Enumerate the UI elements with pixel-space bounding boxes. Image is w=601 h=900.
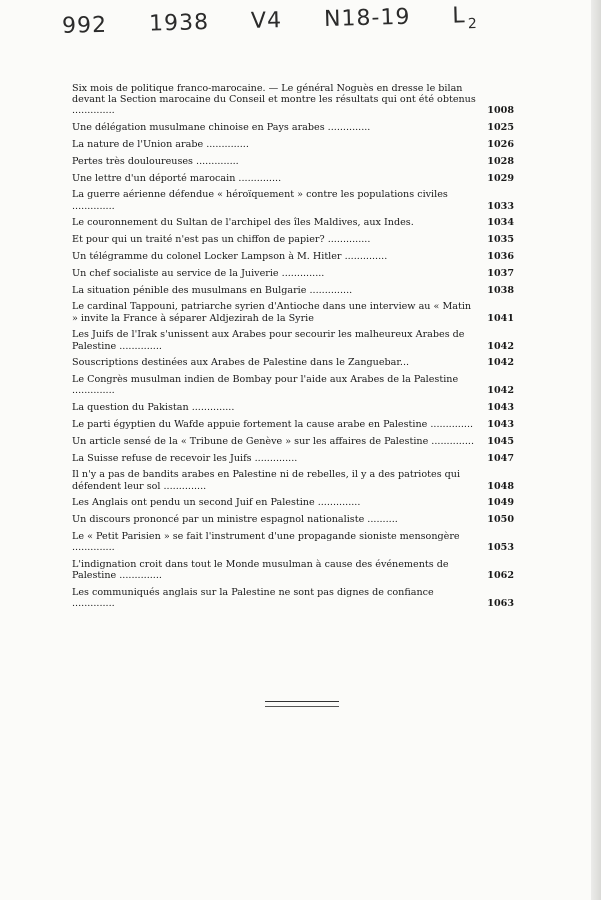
- toc-entry-title: La question du Pakistan ..............: [72, 402, 235, 414]
- hw-code-sub: 2: [467, 16, 478, 33]
- toc-entry: [72, 217, 514, 228]
- toc-entry-title: Les Anglais ont pendu un second Juif en Palestine ..............: [72, 497, 361, 509]
- toc-entry-title: La guerre aérienne défendue « héroïquement » contre les populations civiles ..............: [72, 189, 448, 212]
- toc-entry-page: 1033: [487, 200, 514, 212]
- toc-entry: [72, 531, 514, 553]
- toc-entry: [72, 514, 514, 525]
- toc-entry-title: Le couronnement du Sultan de l'archipel des îles Maldives, aux Indes.: [72, 217, 414, 229]
- toc-entry: [72, 139, 514, 150]
- toc-entry: [72, 83, 514, 117]
- toc-entry-page: 1026: [487, 139, 514, 150]
- toc-entry-title: La Suisse refuse de recevoir les Juifs ..............: [72, 452, 298, 464]
- toc-entry: [72, 268, 514, 279]
- toc-entry-title: Un chef socialiste au service de la Juiverie ..............: [72, 267, 325, 279]
- toc-entry-page: 1043: [487, 402, 514, 414]
- hw-year: 1938: [148, 10, 210, 37]
- toc-entry: [72, 402, 514, 413]
- handwritten-annotation: [62, 2, 512, 39]
- toc-entry-page: 1029: [487, 172, 514, 184]
- toc-entry-page: 1042: [487, 385, 514, 397]
- toc-entry-title: Un télégramme du colonel Locker Lampson à M. Hitler ..............: [72, 250, 388, 262]
- toc-entry: [72, 251, 514, 262]
- toc-entry: [72, 469, 514, 491]
- toc-entry-page: 1043: [487, 418, 514, 430]
- toc-entry-title: Les communiqués anglais sur la Palestine ne sont pas dignes de confiance ..............: [72, 586, 434, 610]
- toc-entry: [72, 189, 514, 211]
- toc-entry-title: Le cardinal Tappouni, patriarche syrien d'Antioche dans une interview au « Matin » invite la France à séparer Aldjezirah de la Syrie: [72, 301, 472, 324]
- toc-entry: [72, 453, 514, 464]
- toc-entry: [72, 559, 514, 581]
- toc-entry: [72, 419, 514, 430]
- toc-entry-title: La nature de l'Union arabe ..............: [72, 139, 249, 150]
- toc-entry-title: L'indignation croit dans tout le Monde musulman à cause des événements de Palestine ..............: [72, 558, 449, 582]
- toc-entry-page: 1062: [487, 570, 514, 582]
- toc-entry-title: Une délégation musulmane chinoise en Pays arabes ..............: [72, 122, 371, 134]
- hw-ref: 992: [61, 12, 108, 39]
- toc-entry-title: Les Juifs de l'Irak s'unissent aux Arabes pour secourir les malheureux Arabes de Palestine ..............: [72, 329, 465, 352]
- toc-entry-page: 1034: [487, 217, 514, 229]
- table-of-contents: [72, 83, 514, 615]
- toc-entry-page: 1047: [487, 452, 514, 464]
- toc-entry-title: Six mois de politique franco-marocaine. — Le général Noguès en dresse le bilan devant la Section marocaine du Conseil et montre les résultats qui ont été obtenus ..............: [72, 83, 476, 117]
- toc-entry-title: Et pour qui un traité n'est pas un chiffon de papier? ..............: [72, 234, 371, 246]
- toc-entry-title: Le « Petit Parisien » se fait l'instrument d'une propagande sioniste mensongère ..............: [72, 530, 460, 554]
- toc-entry-title: Souscriptions destinées aux Arabes de Palestine dans le Zanguebar...: [72, 357, 410, 369]
- toc-entry-title: Pertes très douloureuses ..............: [72, 155, 239, 167]
- toc-entry: [72, 173, 514, 184]
- end-rule: [265, 701, 339, 707]
- toc-entry-title: Un discours prononcé par un ministre espagnol nationaliste ..........: [72, 514, 398, 526]
- toc-entry: [72, 234, 514, 245]
- toc-entry-page: 1025: [487, 122, 514, 134]
- toc-entry-title: Le Congrès musulman indien de Bombay pour l'aide aux Arabes de la Palestine ..............: [72, 374, 459, 397]
- toc-entry: [72, 436, 514, 447]
- toc-entry-page: 1038: [487, 284, 514, 296]
- toc-entry: [72, 329, 514, 351]
- toc-entry-page: 1049: [487, 497, 514, 509]
- toc-entry-title: Une lettre d'un déporté marocain ..............: [72, 172, 282, 184]
- hw-number: N18-19: [323, 4, 411, 33]
- toc-entry-page: 1028: [487, 155, 514, 167]
- toc-entry-page: 1048: [487, 480, 514, 492]
- toc-entry: [72, 374, 514, 396]
- toc-entry: [72, 587, 514, 609]
- toc-entry-page: 1008: [487, 105, 514, 117]
- toc-entry: [72, 285, 514, 296]
- toc-entry-page: 1037: [487, 267, 514, 279]
- hw-code: L: [452, 3, 466, 29]
- toc-entry-title: Il n'y a pas de bandits arabes en Palestine ni de rebelles, il y a des patriotes qui défendent leur sol ..............: [72, 469, 461, 492]
- toc-entry: [72, 301, 514, 323]
- toc-entry-page: 1035: [487, 234, 514, 246]
- toc-entry-page: 1042: [487, 357, 514, 369]
- toc-entry-title: Le parti égyptien du Wafde appuie fortement la cause arabe en Palestine ..............: [72, 418, 474, 430]
- toc-entry-page: 1045: [487, 435, 514, 447]
- toc-entry-page: 1041: [487, 312, 514, 324]
- toc-entry: [72, 357, 514, 368]
- toc-entry-title: Un article sensé de la « Tribune de Genève » sur les affaires de Palestine ..............: [72, 435, 475, 447]
- toc-entry-page: 1042: [487, 340, 514, 352]
- toc-entry-page: 1063: [487, 598, 514, 610]
- toc-entry: [72, 497, 514, 508]
- toc-entry-page: 1036: [487, 250, 514, 262]
- toc-entry-page: 1050: [487, 514, 514, 526]
- toc-entry-page: 1053: [487, 542, 514, 554]
- page-edge-shadow: [591, 0, 601, 900]
- toc-entry: [72, 122, 514, 133]
- toc-entry: [72, 156, 514, 167]
- hw-volume: V4: [250, 8, 283, 34]
- toc-entry-title: La situation pénible des musulmans en Bulgarie ..............: [72, 284, 353, 296]
